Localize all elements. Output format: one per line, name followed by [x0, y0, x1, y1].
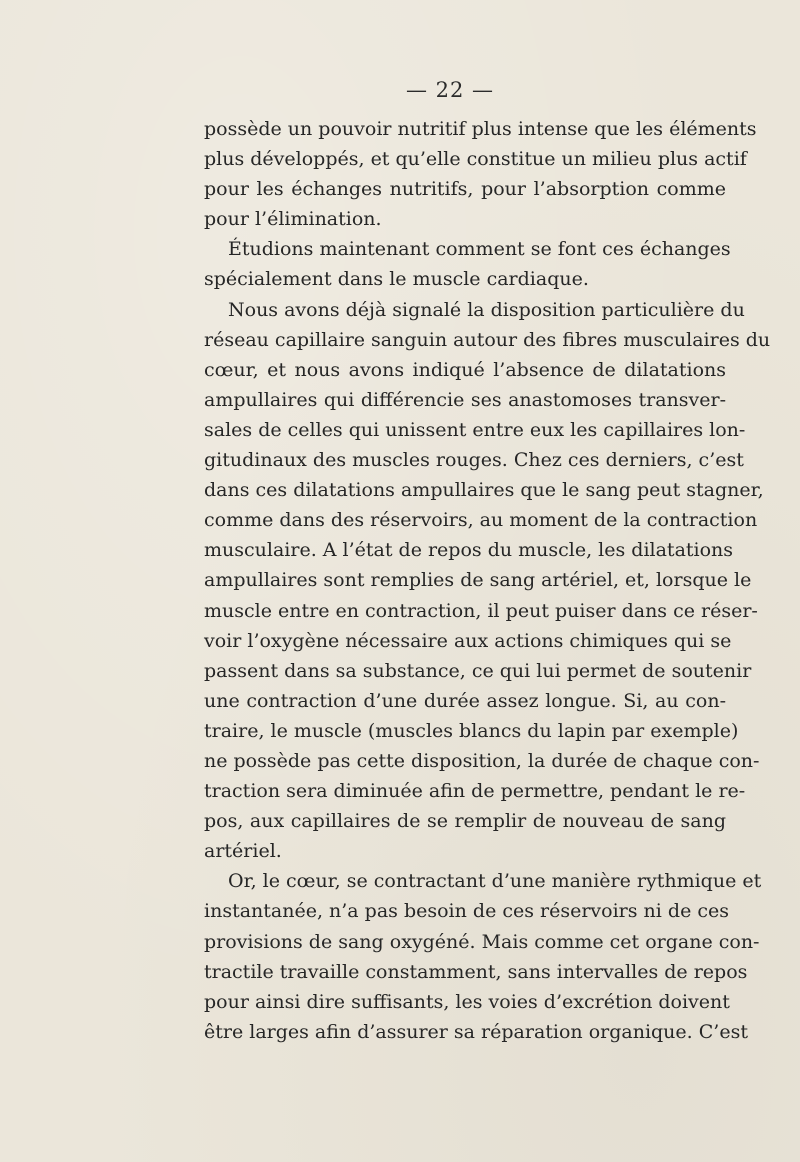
text-line: cœur, et nous avons indiqué l’absence de dilatations [204, 358, 726, 381]
text-line: traire, le muscle (muscles blancs du lapin par exemple) [204, 719, 739, 742]
text-line: traction sera diminuée afin de permettre, pendant le re- [204, 780, 746, 803]
text-line: possède un pouvoir nutritif plus intense que les éléments [204, 118, 757, 140]
text-line: tractile travaille constamment, sans intervalles de repos [204, 960, 748, 983]
text-line: musculaire. A l’état de repos du muscle, les dilatations [204, 539, 734, 562]
text-line: gitudinaux des muscles rouges. Chez ces derniers, c’est [204, 449, 744, 472]
text-line: pour l’élimination. [204, 208, 382, 231]
text-line: pos, aux capillaires de se remplir de nouveau de sang [204, 810, 726, 833]
text-line: provisions de sang oxygéné. Mais comme cet organe con- [204, 930, 760, 953]
text-line: pour ainsi dire suffisants, les voies d’excrétion doivent [204, 990, 730, 1013]
text-line: spécialement dans le muscle cardiaque. [204, 268, 589, 291]
text-line: ne possède pas cette disposition, la durée de chaque con- [204, 749, 760, 772]
text-line: comme dans des réservoirs, au moment de la contraction [204, 509, 758, 532]
text-line: ampullaires qui différencie ses anastomoses transver- [204, 388, 726, 411]
text-line: être larges afin d’assurer sa réparation organique. C’est [204, 1020, 748, 1043]
text-line: Or, le cœur, se contractant d’une manière rythmique et [228, 870, 762, 893]
text-line: sales de celles qui unissent entre eux les capillaires lon- [204, 418, 746, 441]
text-line: Étudions maintenant comment se font ces échanges [228, 238, 731, 261]
text-line: Nous avons déjà signalé la disposition particulière du [228, 298, 745, 321]
text-line: instantanée, n’a pas besoin de ces réservoirs ni de ces [204, 900, 729, 923]
page-number: — 22 — [405, 78, 495, 102]
text-line: artériel. [204, 840, 282, 863]
text-line: une contraction d’une durée assez longue. Si, au con- [204, 689, 726, 712]
text-line: pour les échanges nutritifs, pour l’absorption comme [204, 178, 726, 201]
text-line: passent dans sa substance, ce qui lui permet de soutenir [204, 659, 752, 682]
body-text [204, 114, 771, 1047]
text-line: muscle entre en contraction, il peut puiser dans ce réser- [204, 599, 758, 622]
text-line: ampullaires sont remplies de sang artériel, et, lorsque le [204, 569, 752, 592]
text-line: plus développés, et qu’elle constitue un milieu plus actif [204, 148, 747, 171]
text-line: dans ces dilatations ampullaires que le sang peut stagner, [204, 479, 764, 502]
text-line: réseau capillaire sanguin autour des fibres musculaires du [204, 328, 771, 351]
text-line: voir l’oxygène nécessaire aux actions chimiques qui se [204, 629, 732, 652]
